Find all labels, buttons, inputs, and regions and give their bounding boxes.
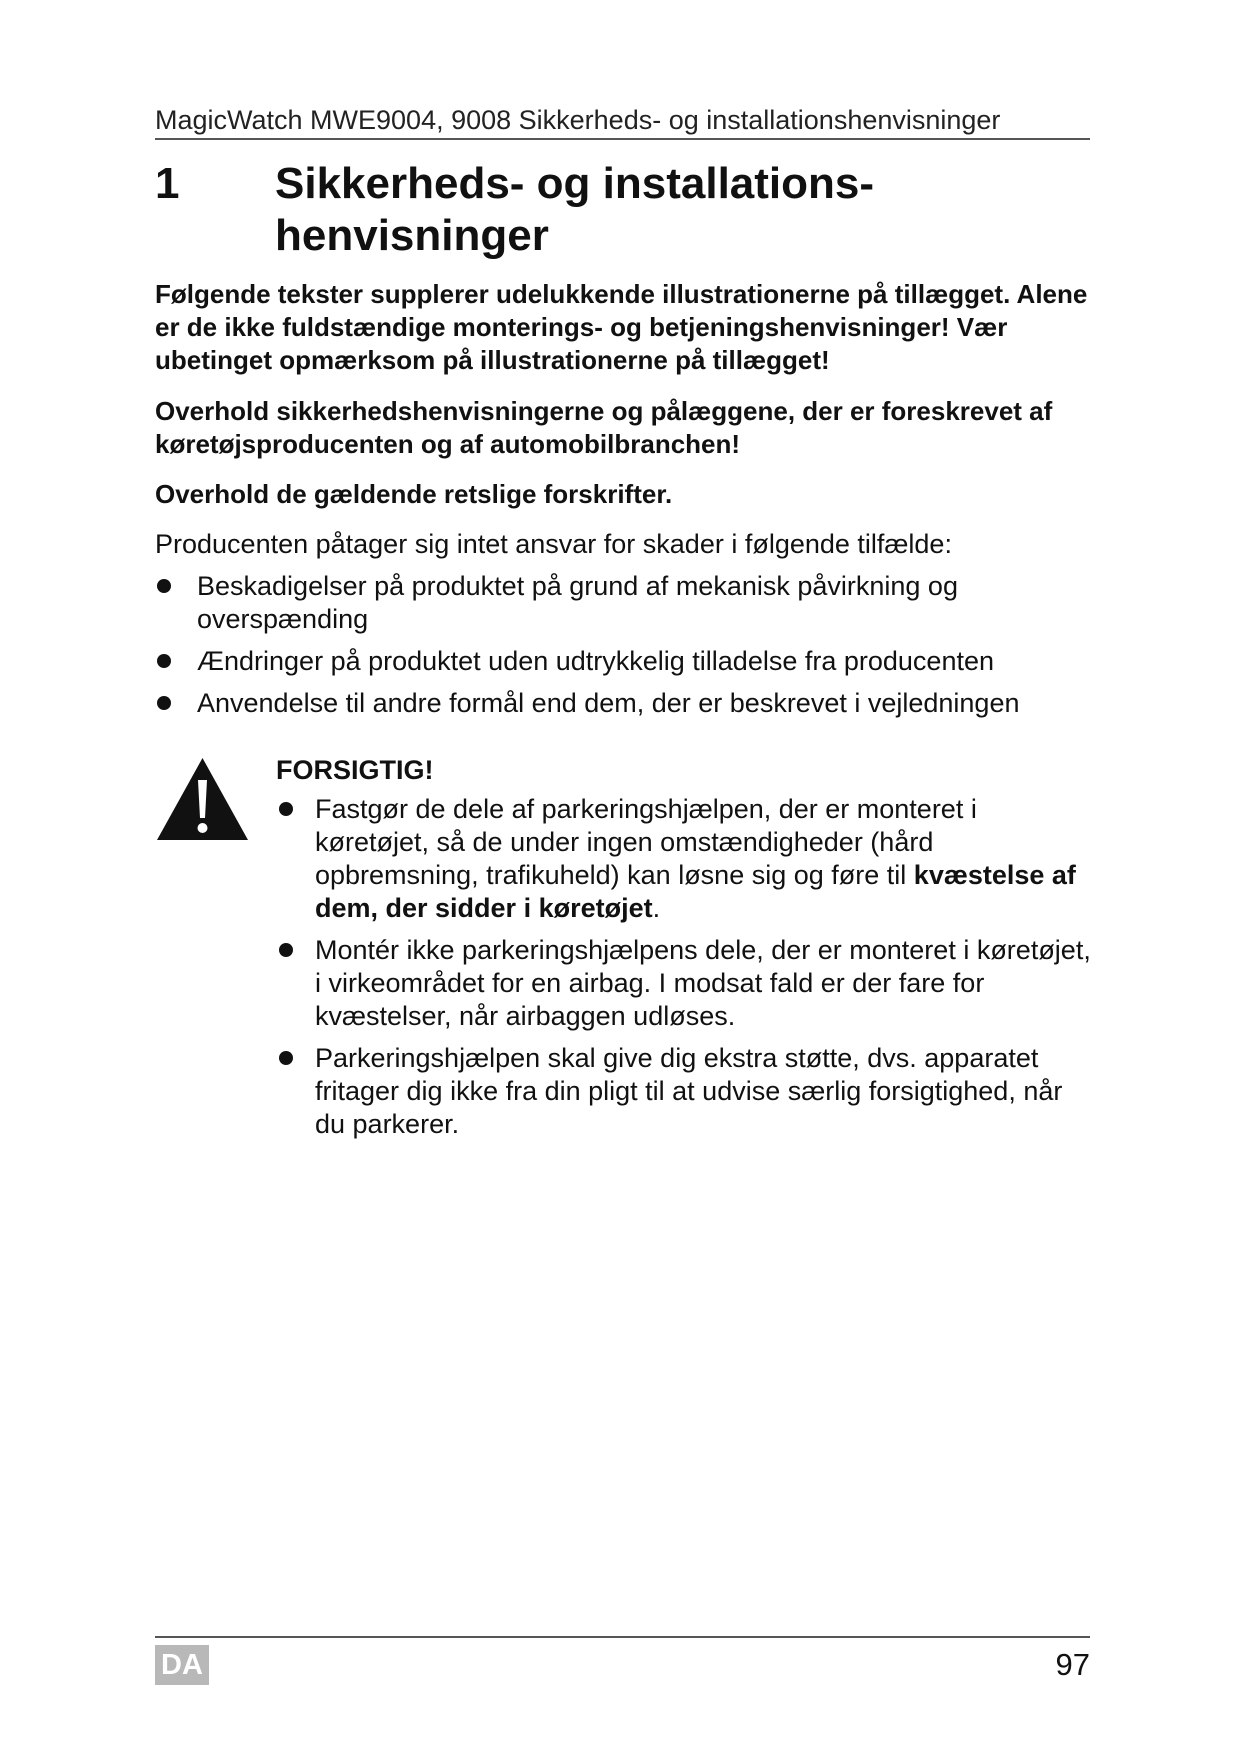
caution-item-text: Montér ikke parkeringshjælpens dele, der er monteret i køretøjet, i virkeområdet for en airbag. I modsat fald er der fare for kvæstelser, når airbaggen udløses.	[315, 935, 1091, 1031]
intro-paragraph-2: Overhold sikkerhedshenvisningerne og pålæggene, der er foreskrevet af køretøjsproducenten og af automobilbranchen!	[155, 396, 1053, 459]
bullet-icon	[157, 654, 171, 668]
chapter-title-line-2: henvisninger	[275, 211, 549, 260]
caution-title: FORSIGTIG!	[276, 755, 434, 785]
caution-item	[276, 934, 1096, 1033]
bullet-icon	[279, 802, 293, 816]
language-badge: DA	[155, 1645, 209, 1685]
liability-intro: Producenten påtager sig intet ansvar for skader i følgende tilfælde:	[155, 529, 952, 559]
caution-item-end: .	[652, 893, 661, 923]
chapter-title-line-1: Sikkerheds- og installations-	[275, 159, 875, 208]
caution-item-text: Parkeringshjælpen skal give dig ekstra støtte, dvs. apparatet fritager dig ikke fra din pligt til at udvise særlig forsigtighed, når du parkerer.	[315, 1043, 1063, 1139]
caution-item-text: Fastgør de dele af parkeringshjælpen, der er monteret i køretøjet, så de under ingen omstændigheder (hård opbremsning, trafikuheld) kan løsne sig og føre til	[315, 794, 977, 890]
list-item-text: Ændringer på produktet uden udtrykkelig tilladelse fra producenten	[197, 646, 994, 676]
bullet-icon	[157, 696, 171, 710]
caution-item	[276, 1042, 1096, 1141]
list-item-text: Anvendelse til andre formål end dem, der er beskrevet i vejledningen	[197, 688, 1020, 718]
liability-list	[155, 570, 1095, 729]
list-item	[155, 645, 1095, 678]
chapter-title	[155, 158, 1090, 262]
caution-item-emphasis: kvæstelse af dem, der sidder i køretøjet	[315, 860, 1076, 923]
list-item-text: Beskadigelser på produktet på grund af mekanisk påvirkning og overspænding	[197, 571, 958, 634]
bullet-icon	[279, 1051, 293, 1065]
caution-item	[276, 793, 1096, 925]
list-item	[155, 570, 1095, 636]
caution-list	[276, 793, 1096, 1150]
page-number: 97	[1055, 1647, 1090, 1682]
list-item	[155, 687, 1095, 720]
bullet-icon	[279, 943, 293, 957]
warning-triangle-icon	[155, 756, 250, 842]
footer-divider	[155, 1636, 1090, 1638]
intro-paragraph-3: Overhold de gældende retslige forskrifter.	[155, 479, 673, 509]
chapter-number: 1	[155, 159, 180, 208]
running-header: MagicWatch MWE9004, 9008 Sikkerheds- og installationshenvisninger	[155, 104, 1090, 140]
intro-paragraph-1: Følgende tekster supplerer udelukkende illustrationerne på tillægget. Alene er de ikke fuldstændige monterings- og betjeningshenvisninger! Vær ubetinget opmærksom på illustrationerne på tillægget!	[155, 279, 1088, 375]
bullet-icon	[157, 579, 171, 593]
